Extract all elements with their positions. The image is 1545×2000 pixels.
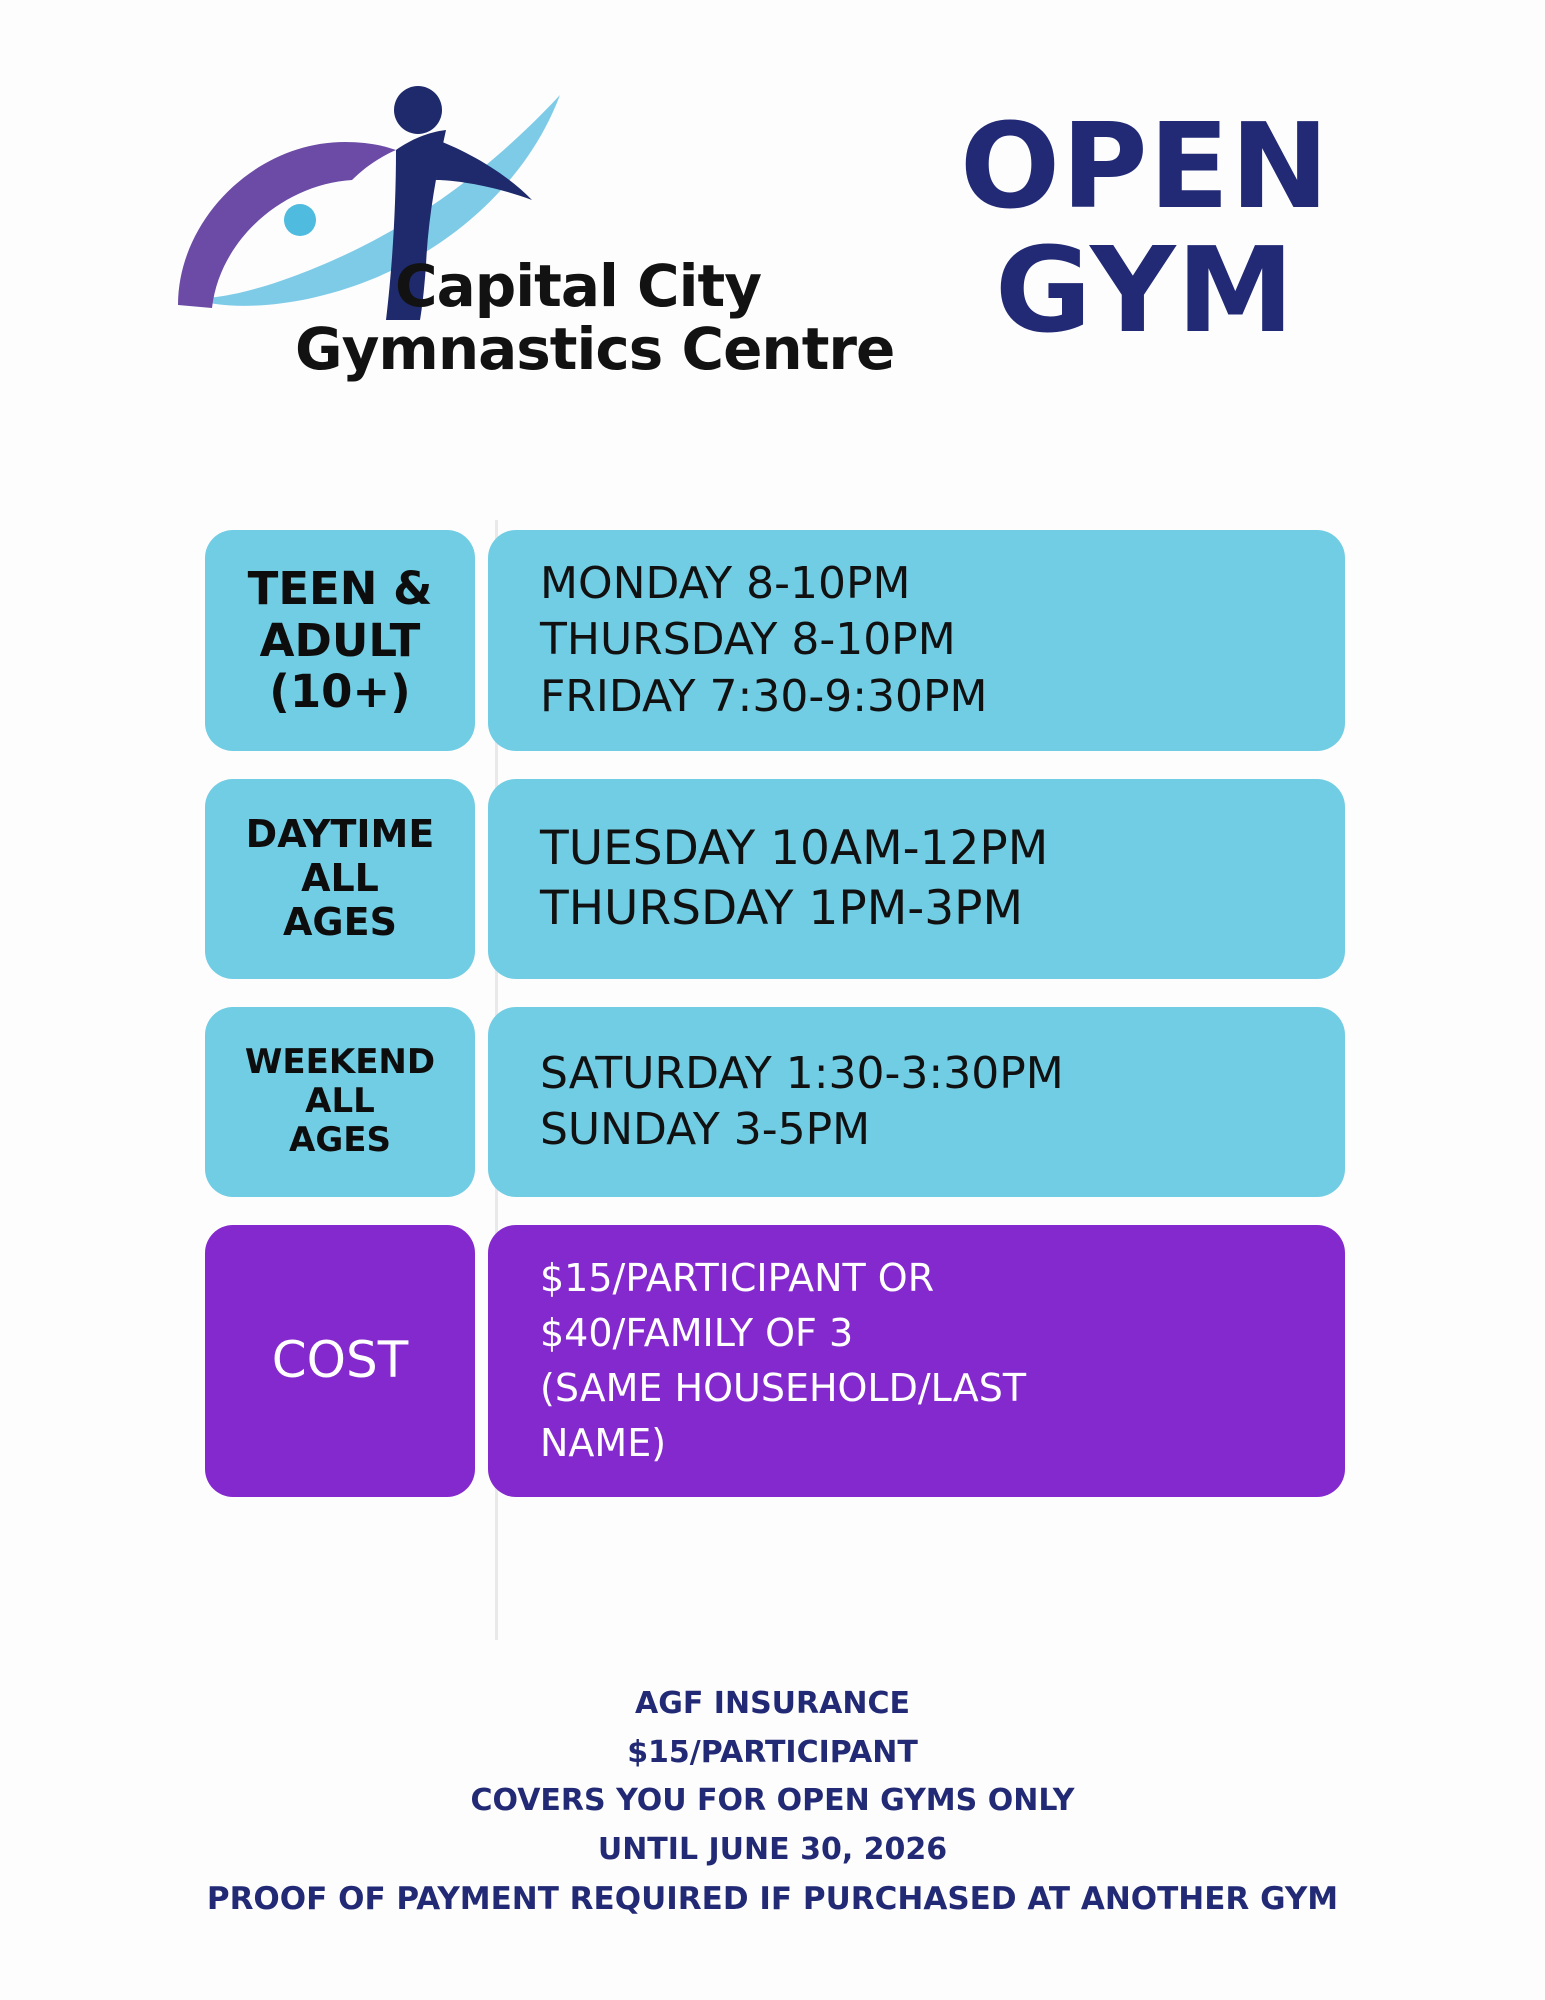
table-row (205, 530, 1345, 751)
row-label-line: TEEN & (247, 561, 433, 615)
table-row (205, 779, 1345, 979)
brand-logo (160, 80, 920, 383)
row-label-line: AGES (289, 1120, 391, 1161)
time-entry: MONDAY 8-10PM (540, 558, 911, 609)
brand-line-1: Capital City (395, 252, 762, 320)
row-label-teen-adult (205, 530, 475, 751)
row-label-line: ADULT (259, 613, 421, 667)
cost-entry: $15/PARTICIPANT OR (540, 1255, 935, 1300)
time-entry: THURSDAY 1PM-3PM (540, 880, 1024, 936)
row-times-cost (488, 1225, 1345, 1497)
row-times-teen-adult (488, 530, 1345, 751)
table-row (205, 1225, 1345, 1497)
notice-line: PROOF OF PAYMENT REQUIRED IF PURCHASED AT ANOTHER GYM (206, 1881, 1339, 1918)
notice-line: UNTIL JUNE 30, 2026 (597, 1831, 948, 1867)
poster-header (0, 0, 1545, 420)
row-label-line: DAYTIME (245, 812, 435, 857)
row-times-weekend-all-ages (488, 1007, 1345, 1197)
row-label-line: WEEKEND (244, 1042, 436, 1083)
row-label-line: ALL (301, 856, 379, 901)
row-times-daytime-all-ages (488, 779, 1345, 979)
time-entry: THURSDAY 8-10PM (540, 614, 956, 666)
row-label-line: ALL (305, 1081, 375, 1122)
notice-line: AGF INSURANCE (635, 1686, 910, 1721)
time-entry: TUESDAY 10AM-12PM (540, 820, 1049, 876)
row-label-weekend-all-ages (205, 1007, 475, 1197)
cost-entry: $40/FAMILY OF 3 (540, 1311, 854, 1356)
page-title (865, 97, 1425, 359)
row-label-daytime-all-ages (205, 779, 475, 979)
notice-line: COVERS YOU FOR OPEN GYMS ONLY (470, 1783, 1075, 1819)
brand-line-2: Gymnastics Centre (295, 314, 895, 383)
row-label-line: (10+) (269, 665, 411, 719)
insurance-notice (0, 1680, 1545, 1925)
page-title-line-1: OPEN (959, 97, 1331, 235)
page-title-line-2: GYM (994, 220, 1296, 359)
row-label-line: COST (271, 1331, 409, 1390)
time-entry: FRIDAY 7:30-9:30PM (540, 670, 988, 722)
notice-line: $15/PARTICIPANT (627, 1734, 918, 1770)
cost-entry: (SAME HOUSEHOLD/LAST (540, 1366, 1027, 1411)
time-entry: SATURDAY 1:30-3:30PM (540, 1047, 1064, 1099)
table-row (205, 1007, 1345, 1197)
row-label-line: AGES (283, 899, 397, 944)
cost-entry: NAME) (540, 1421, 667, 1466)
schedule-table (205, 530, 1345, 1525)
time-entry: SUNDAY 3-5PM (540, 1103, 871, 1155)
row-label-cost (205, 1225, 475, 1497)
